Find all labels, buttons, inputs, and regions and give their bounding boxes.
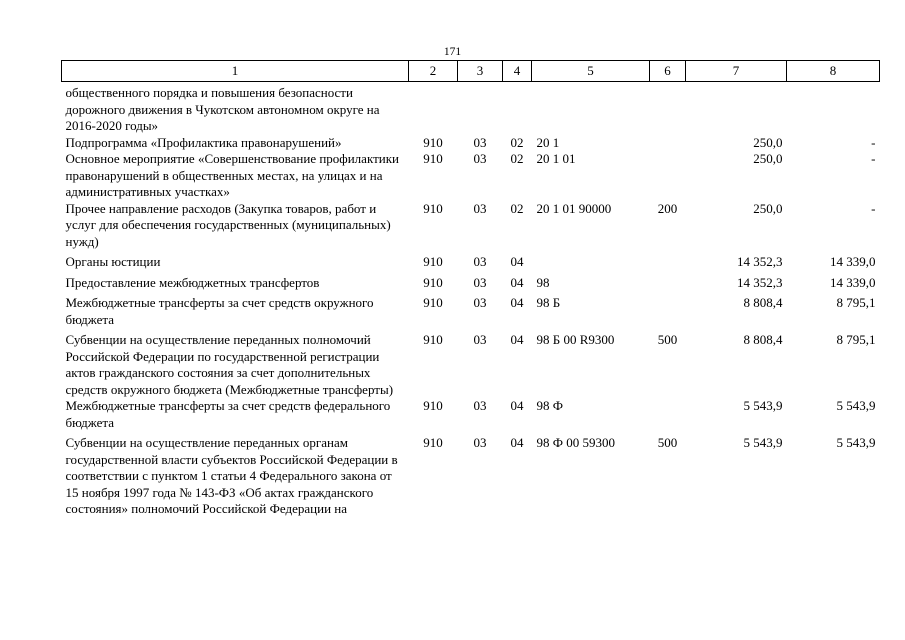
table-row: [62, 135, 880, 152]
header-row: [62, 61, 880, 82]
row-col-8: -: [871, 151, 876, 166]
row-name: Межбюджетные трансферты за счет средств окружного бюджета: [65, 295, 374, 327]
row-col-8: [787, 82, 880, 135]
row-col-7: 5 543,9: [743, 398, 783, 413]
row-col-5: 20 1: [536, 134, 560, 150]
row-col-2: 910: [423, 332, 443, 347]
row-col-5: 98 Б: [536, 295, 561, 310]
row-col-6: 500: [657, 332, 678, 347]
row-col-6: 500: [657, 435, 678, 450]
col-header-3: 3: [458, 61, 503, 82]
row-name: Подпрограмма «Профилактика правонарушений»: [65, 134, 342, 150]
table-row: [62, 151, 880, 201]
row-col-7: 250,0: [753, 151, 783, 166]
row-col-4: 04: [510, 254, 524, 269]
table-row: [62, 398, 880, 431]
row-col-3: [458, 82, 503, 135]
table-row: [62, 250, 880, 271]
row-col-4: 04: [510, 274, 524, 290]
row-col-6: [650, 271, 686, 292]
row-col-6: [650, 82, 686, 135]
row-col-7: 250,0: [753, 134, 783, 150]
row-col-4: [503, 82, 532, 135]
row-col-8: 5 543,9: [836, 435, 876, 450]
row-col-5: 20 1 01 90000: [536, 200, 612, 216]
row-col-2: 910: [423, 435, 443, 450]
row-col-4: 02: [510, 151, 524, 166]
budget-table: [61, 60, 880, 518]
row-col-8: -: [871, 200, 876, 216]
row-col-4: 04: [510, 398, 524, 413]
row-col-6: [650, 291, 686, 328]
row-col-8: 8 795,1: [836, 295, 876, 310]
row-col-7: 5 543,9: [743, 435, 783, 450]
row-col-3: 03: [473, 332, 487, 347]
row-col-6: 200: [657, 200, 678, 216]
row-col-3: 03: [473, 274, 487, 290]
row-name: Прочее направление расходов (Закупка товаров, работ и услуг для обеспечения государственных (муниципальных) нужд): [65, 200, 391, 249]
table-row: [62, 328, 880, 398]
row-col-6: [650, 398, 686, 431]
row-col-7: 8 808,4: [743, 332, 783, 347]
row-col-8: 14 339,0: [830, 274, 876, 290]
row-name: Субвенции на осуществление переданных органам государственной власти субъектов Российской Федерации в соответствии с пунктом 1 статьи 4 Федерального закона от 15 ноября 1997 года № 143-ФЗ «Об актах гражданского состояния» полномочий Российской Федерации на: [65, 435, 398, 516]
col-header-8: 8: [787, 61, 880, 82]
row-col-2: 910: [423, 134, 443, 150]
row-col-3: 03: [473, 254, 487, 269]
row-col-4: 02: [510, 134, 524, 150]
page-number: 171: [443, 46, 462, 58]
row-col-4: 04: [510, 295, 524, 310]
row-name: Основное мероприятие «Совершенствование профилактики правонарушений в общественных местах, на улицах и на административных участках»: [65, 151, 399, 199]
row-col-2: 910: [423, 151, 443, 166]
row-name: Межбюджетные трансферты за счет средств федерального бюджета: [65, 398, 391, 430]
row-col-7: 250,0: [753, 200, 783, 216]
row-col-3: 03: [473, 435, 487, 450]
row-col-6: [650, 135, 686, 152]
row-col-8: 14 339,0: [830, 254, 876, 269]
row-name: Предоставление межбюджетных трансфертов: [65, 274, 320, 290]
row-col-2: 910: [423, 295, 443, 310]
row-name: Субвенции на осуществление переданных полномочий Российской Федерации по государственной регистрации актов гражданского состояния за счет дополнительных средств окружного бюджета (Межбюджетные трансферты): [65, 332, 394, 397]
table-row: [62, 291, 880, 328]
row-col-7: 14 352,3: [737, 274, 783, 290]
col-header-6: 6: [650, 61, 686, 82]
row-col-3: 03: [473, 398, 487, 413]
row-col-2: 910: [423, 398, 443, 413]
row-col-7: [686, 82, 787, 135]
row-col-7: 8 808,4: [743, 295, 783, 310]
row-col-5: [532, 250, 650, 271]
row-col-2: [409, 82, 458, 135]
col-header-5: 5: [532, 61, 650, 82]
row-col-6: [650, 151, 686, 201]
row-col-3: 03: [473, 295, 487, 310]
row-col-8: -: [871, 134, 876, 150]
col-header-1: 1: [62, 61, 409, 82]
table-row: [62, 82, 880, 135]
row-col-5: 20 1 01: [536, 151, 576, 166]
table-row: [62, 201, 880, 251]
row-col-3: 03: [473, 200, 487, 216]
table-row: [62, 431, 880, 518]
row-name: общественного порядка и повышения безопасности дорожного движения в Чукотском автономном округе на 2016-2020 годы»: [65, 85, 380, 133]
row-col-4: 02: [510, 200, 524, 216]
row-col-7: 14 352,3: [737, 254, 783, 269]
table-row: [62, 271, 880, 292]
row-col-5: 98 Ф: [536, 398, 564, 413]
row-col-2: 910: [423, 274, 443, 290]
row-col-5: [532, 82, 650, 135]
row-col-4: 04: [510, 332, 524, 347]
row-col-5: 98 Б 00 R9300: [536, 332, 615, 347]
row-name: Органы юстиции: [65, 254, 161, 269]
row-col-2: 910: [423, 200, 443, 216]
col-header-2: 2: [409, 61, 458, 82]
row-col-6: [650, 250, 686, 271]
row-col-3: 03: [473, 134, 487, 150]
row-col-3: 03: [473, 151, 487, 166]
row-col-8: 5 543,9: [836, 398, 876, 413]
row-col-5: 98 Ф 00 59300: [536, 435, 616, 450]
row-col-4: 04: [510, 435, 524, 450]
row-col-5: 98: [536, 274, 550, 290]
col-header-7: 7: [686, 61, 787, 82]
row-col-2: 910: [423, 254, 443, 269]
col-header-4: 4: [503, 61, 532, 82]
row-col-8: 8 795,1: [836, 332, 876, 347]
